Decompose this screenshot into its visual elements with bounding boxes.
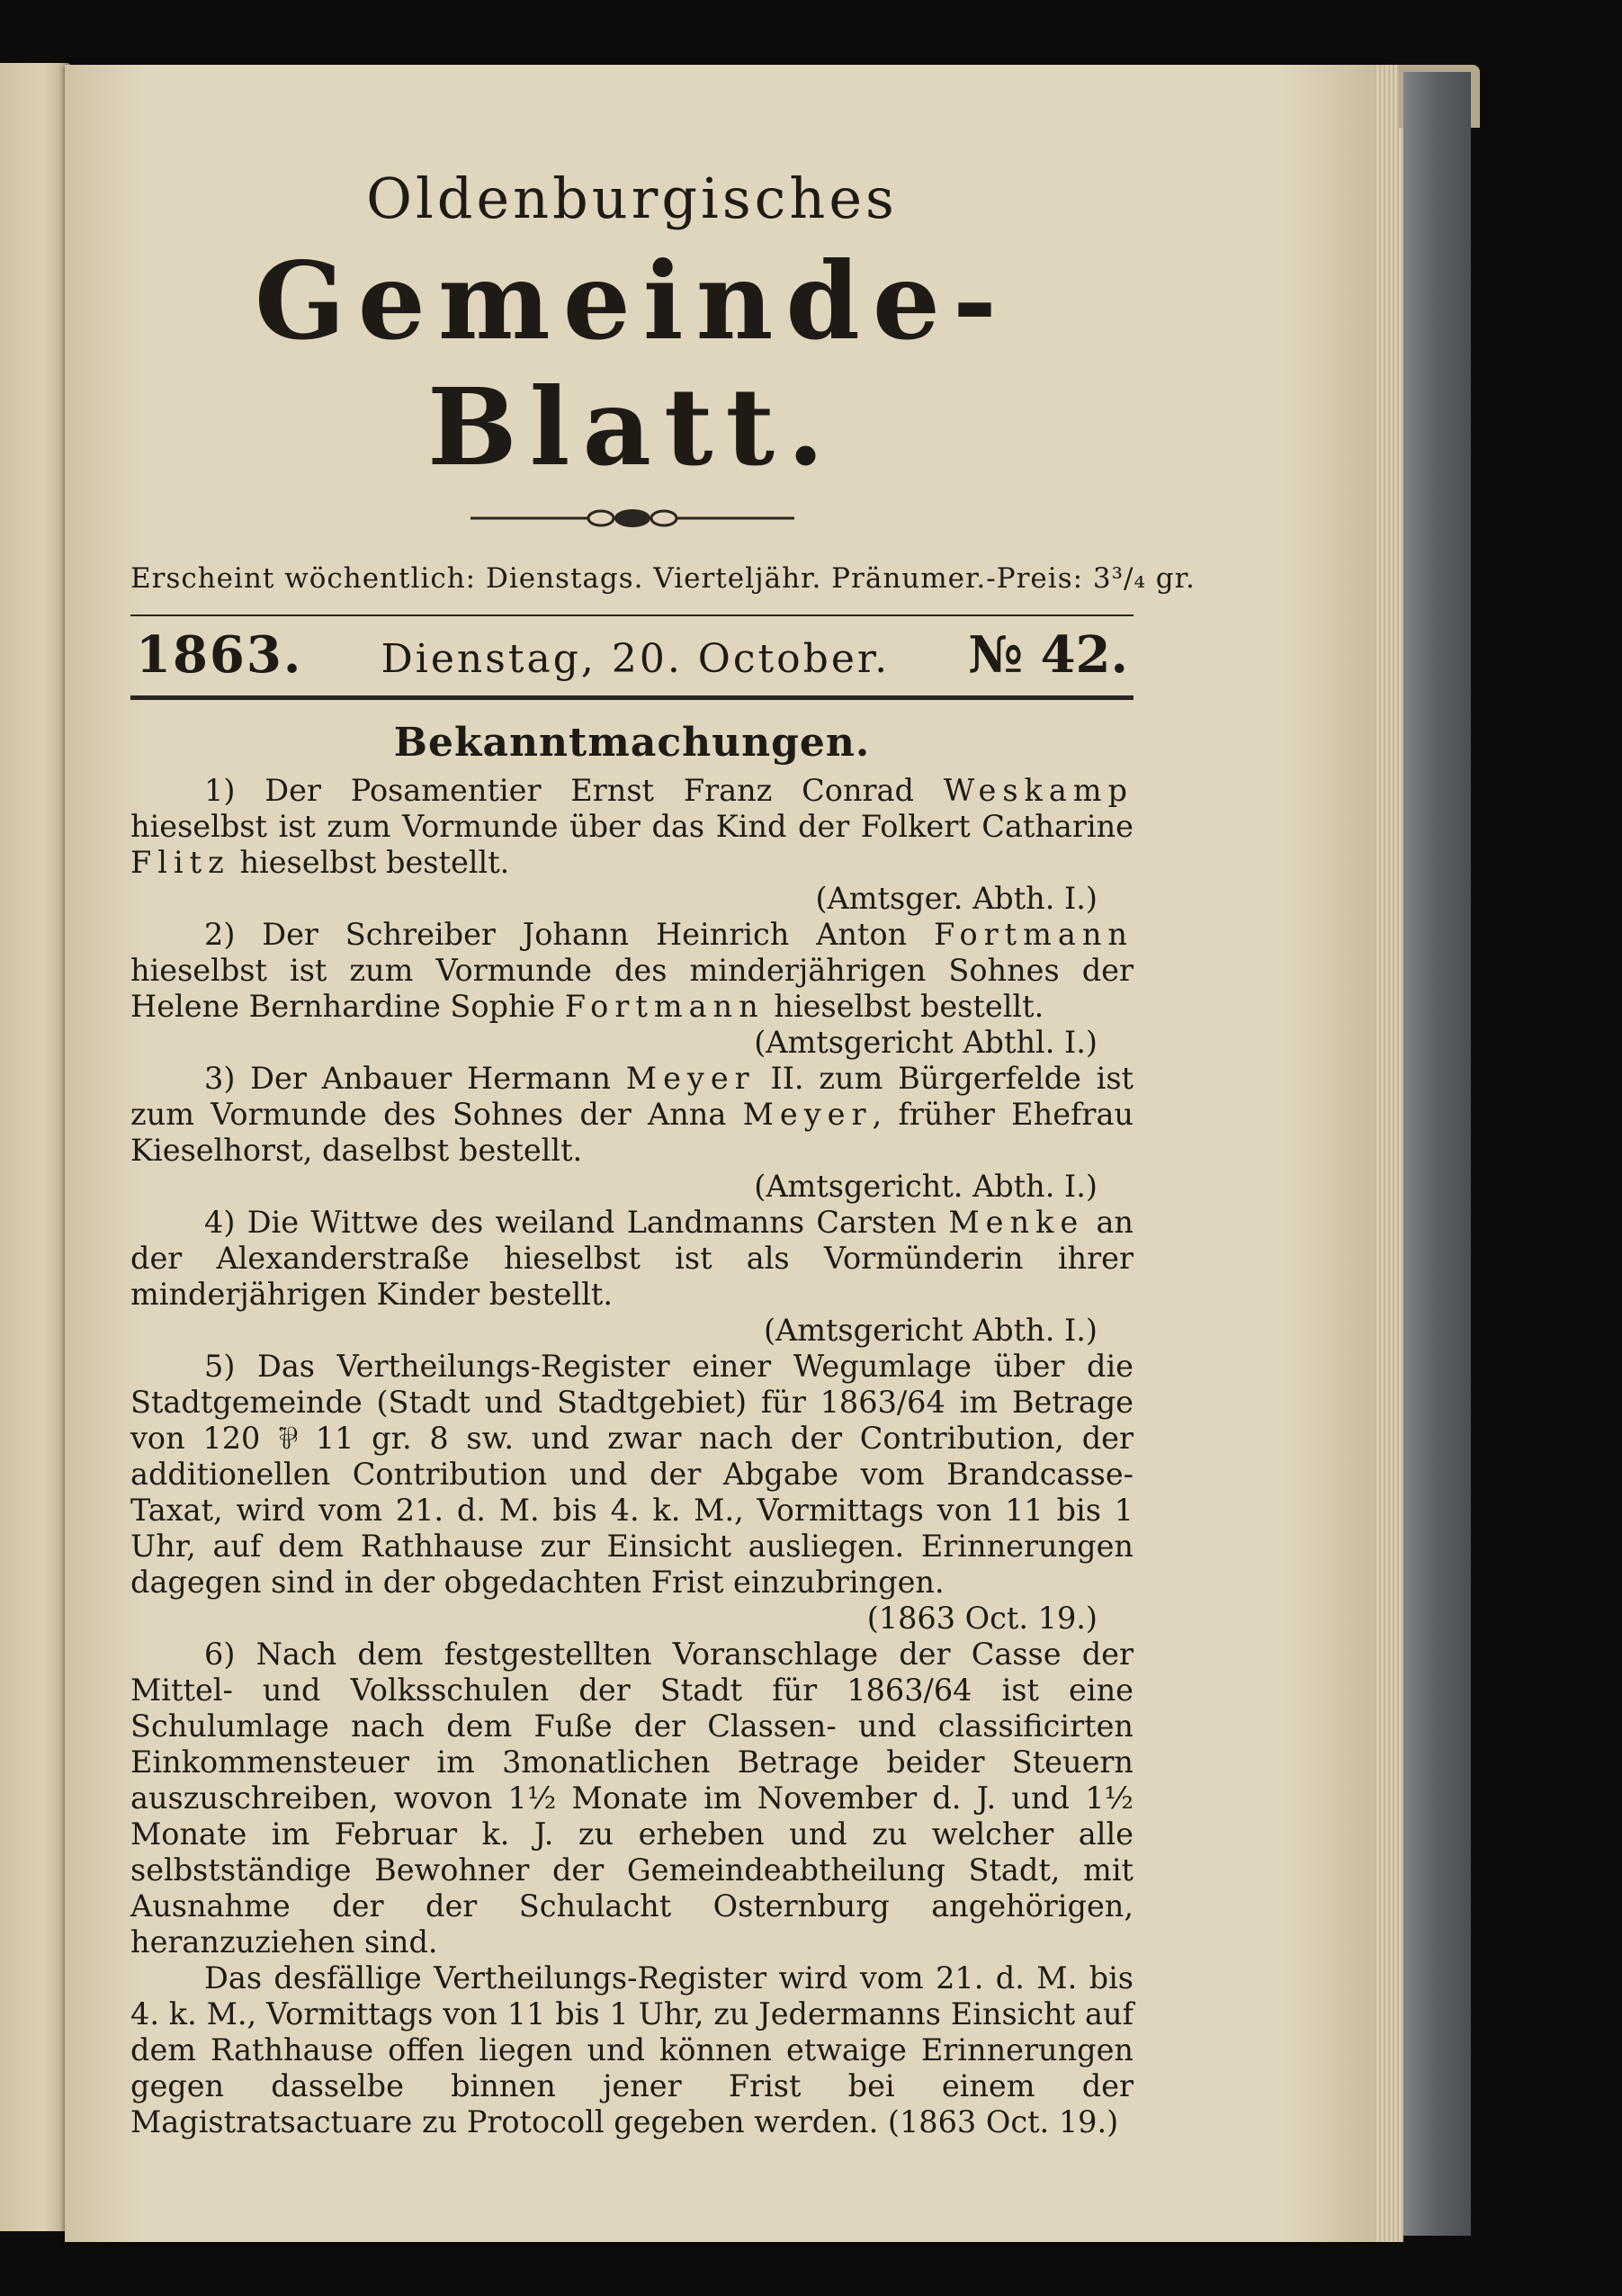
- announcement-text: II. zum Bürgerfelde ist zum Vormunde des Sohnes der Anna: [130, 1061, 1134, 1132]
- announcement-5-ref: (1863 Oct. 19.): [866, 1601, 1098, 1636]
- issue-date: Dienstag, 20. October.: [381, 636, 891, 682]
- announcement-text: hieselbst ist zum Vormunde des minderjährigen Sohnes der Helene Bernhardine Sophie: [130, 953, 1134, 1024]
- announcements: [130, 773, 1134, 2140]
- announcement-5: 5) Das Vertheilungs-Register einer Wegumlage über die Stadtgemeinde (Stadt und Stadtgebiet) für 1863/64 im Betrage von 120 ⅌ 11 gr. 8 sw. und zwar nach der Contribution, der additionellen Contribution und der Abgabe vom Brandcasse-Taxat, wird vom 21. d. M. bis 4. k. M., Vormittags von 11 bis 1 Uhr, auf dem Rathhause zur Einsicht ausliegen. Erinnerungen dagegen sind in der obgedachten Frist einzubringen.: [130, 1349, 1134, 1600]
- rule-bottom: [130, 695, 1134, 700]
- page-stack-edge: [1376, 65, 1403, 2242]
- rule-top: [130, 614, 1134, 616]
- person-name: Fortmann: [564, 989, 765, 1024]
- section-heading: Bekanntmachungen.: [393, 720, 871, 766]
- announcement-text: 3) Der Anbauer Hermann: [204, 1061, 626, 1096]
- announcement-text: an der Alexanderstraße hieselbst ist als Vormünderin ihrer minderjährigen Kinder bestellt.: [130, 1205, 1134, 1312]
- announcement-text: , früher Ehefrau Kieselhorst, daselbst bestellt.: [130, 1097, 1134, 1168]
- dateline: [130, 625, 1134, 685]
- ornament-divider-icon: [470, 507, 794, 530]
- announcement-text: 1) Der Posamentier Ernst Franz Conrad: [204, 773, 944, 808]
- page-content: [130, 166, 1196, 2140]
- person-name: Menke: [948, 1205, 1085, 1240]
- announcement-2: [130, 917, 1134, 1025]
- person-name: Meyer: [625, 1061, 756, 1096]
- announcement-text: hieselbst bestellt.: [764, 989, 1044, 1024]
- announcement-text: 2) Der Schreiber Johann Heinrich Anton: [204, 917, 935, 952]
- announcement-text: hieselbst bestellt.: [229, 845, 510, 880]
- announcement-3: [130, 1061, 1134, 1169]
- masthead-title-small: Oldenburgisches: [366, 166, 898, 231]
- announcement-6: 6) Nach dem festgestellten Voranschlage der Casse der Mittel- und Volksschulen der Stadt für 1863/64 ist eine Schulumlage nach dem Fuße der Classen- und classificirten Einkommensteuer im 3monatlichen Betrage beider Steuern auszuschreiben, wovon 1½ Monate im November d. J. und 1½ Monate im Februar k. J. zu erheben und zu welcher alle selbstständige Bewohner der Gemeindeabtheilung Stadt, mit Ausnahme der der Schulacht Osternburg angehörigen, heranzuziehen sind.: [130, 1637, 1134, 1960]
- announcement-3-ref: (Amtsgericht. Abth. I.): [754, 1169, 1098, 1204]
- publication-info: Erscheint wöchentlich: Dienstags. Vierteljähr. Pränumer.-Preis: 3³/₄ gr.: [130, 562, 1196, 595]
- left-page-edge: [0, 63, 72, 2231]
- book-cover: [1403, 72, 1471, 2236]
- announcement-2-ref: (Amtsgericht Abthl. I.): [754, 1025, 1098, 1060]
- person-name: Meyer: [742, 1097, 873, 1132]
- announcement-6-continued: Das desfällige Vertheilungs-Register wird vom 21. d. M. bis 4. k. M., Vormittags von 11 bis 1 Uhr, zu Jedermanns Einsicht auf dem Rathhause offen liegen und können etwaige Erinnerungen gegen dasselbe binnen jener Frist bei einem der Magistratsactuare zu Protocoll gegeben werden. (1863 Oct. 19.): [130, 1960, 1134, 2139]
- issue-year: 1863.: [136, 625, 303, 685]
- issue-number: № 42.: [968, 625, 1128, 685]
- announcement-1-ref: (Amtsger. Abth. I.): [815, 881, 1098, 916]
- announcement-4: [130, 1205, 1134, 1313]
- person-name: Weskamp: [943, 773, 1134, 808]
- person-name: Fortmann: [934, 917, 1134, 952]
- masthead-title: Gemeinde-Blatt.: [255, 238, 1009, 489]
- announcement-1: [130, 773, 1134, 881]
- announcement-text: hieselbst ist zum Vormunde über das Kind der Folkert Catharine: [130, 809, 1134, 844]
- person-name: Flitz: [130, 845, 230, 880]
- announcement-4-ref: (Amtsgericht Abth. I.): [763, 1313, 1098, 1348]
- announcement-text: 4) Die Wittwe des weiland Landmanns Carsten: [204, 1205, 949, 1240]
